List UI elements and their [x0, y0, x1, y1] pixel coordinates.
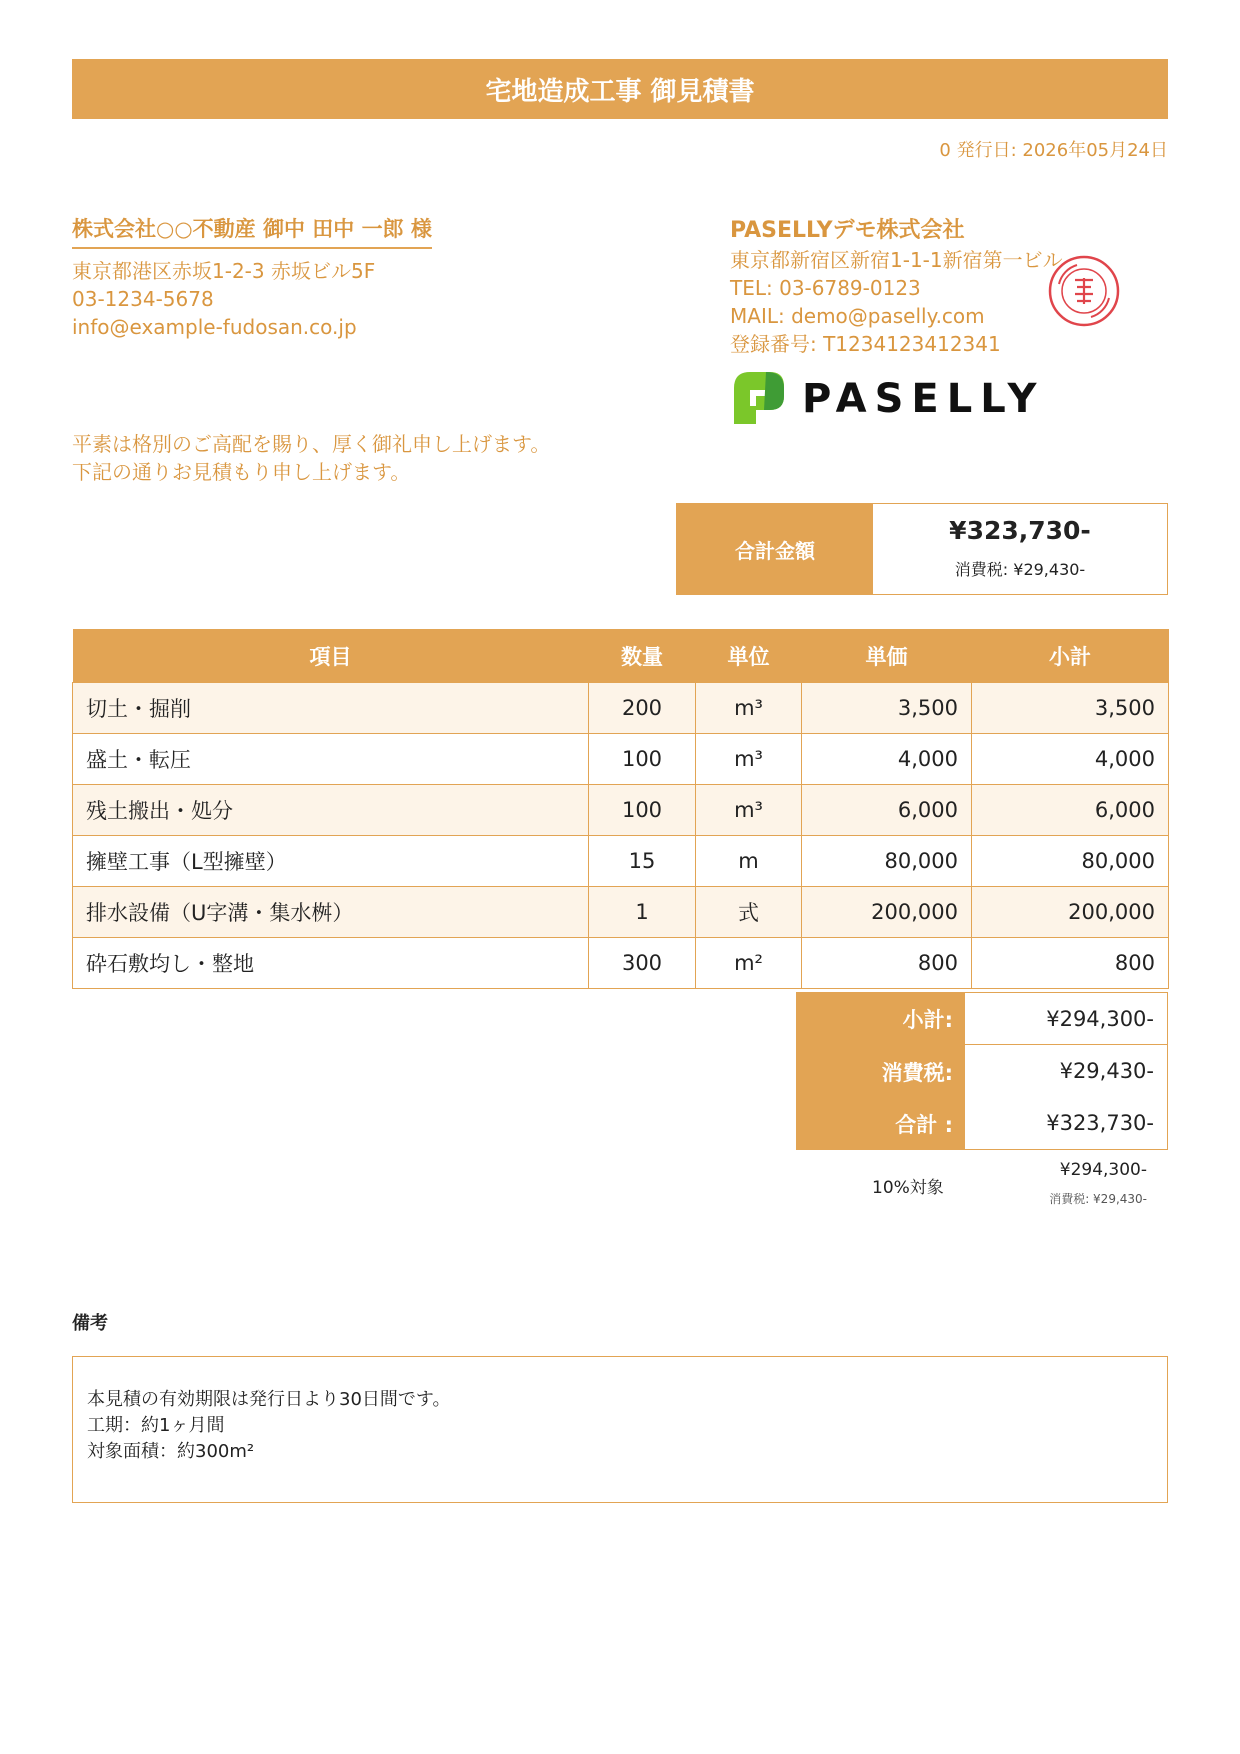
table-row — [73, 734, 1169, 785]
row-item: 残土搬出・処分 — [73, 785, 589, 836]
header-subtotal: 小計 — [972, 629, 1169, 683]
row-subtotal: 4,000 — [972, 734, 1169, 785]
row-unit: m³ — [696, 734, 802, 785]
greeting-line-2: 下記の通りお見積もり申し上げます。 — [72, 460, 411, 484]
issue-date: 0 発行日: 2026年05月24日 — [939, 140, 1168, 161]
header-qty: 数量 — [589, 629, 696, 683]
customer-phone: 03-1234-5678 — [72, 287, 214, 311]
header-unit: 単位 — [696, 629, 802, 683]
tax-rate-label: 10%対象 — [872, 1178, 944, 1198]
customer-info — [72, 257, 375, 341]
row-item: 盛土・転圧 — [73, 734, 589, 785]
table-row — [73, 683, 1169, 734]
company-address: 東京都新宿区新宿1-1-1新宿第一ビル — [730, 248, 1063, 272]
company-registration: 登録番号: T1234123412341 — [730, 332, 1001, 356]
table-header-row — [73, 629, 1169, 683]
summary-tax-value: ¥29,430- — [965, 1045, 1168, 1098]
remarks-label: 備考 — [72, 1313, 108, 1334]
line-items-table — [72, 629, 1169, 989]
document-title: 宅地造成工事 御見積書 — [72, 59, 1168, 119]
company-seal-stamp — [1047, 254, 1121, 328]
row-price: 80,000 — [802, 836, 972, 887]
grand-total-amount: ¥323,730- — [949, 516, 1091, 545]
row-item: 排水設備（U字溝・集水桝） — [73, 887, 589, 938]
remarks-line: 本見積の有効期限は発行日より30日間です。 — [87, 1389, 451, 1410]
remarks-line: 対象面積：約300m² — [87, 1441, 255, 1462]
row-price: 4,000 — [802, 734, 972, 785]
company-info — [730, 246, 1063, 358]
summary-total-value: ¥323,730- — [965, 1097, 1168, 1150]
grand-total-label: 合計金額 — [677, 504, 873, 594]
table-row — [73, 938, 1169, 989]
header-item: 項目 — [73, 629, 589, 683]
remarks-line: 工期：約1ヶ月間 — [87, 1415, 225, 1436]
table-row — [73, 785, 1169, 836]
row-qty: 300 — [589, 938, 696, 989]
row-qty: 1 — [589, 887, 696, 938]
row-item: 切土・掘削 — [73, 683, 589, 734]
row-item: 砕石敷均し・整地 — [73, 938, 589, 989]
row-qty: 100 — [589, 785, 696, 836]
row-subtotal: 200,000 — [972, 887, 1169, 938]
row-price: 3,500 — [802, 683, 972, 734]
greeting — [72, 430, 550, 486]
row-unit: 式 — [696, 887, 802, 938]
row-price: 200,000 — [802, 887, 972, 938]
row-price: 800 — [802, 938, 972, 989]
summary-total — [796, 1097, 1168, 1150]
greeting-line-1: 平素は格別のご高配を賜り、厚く御礼申し上げます。 — [72, 432, 551, 456]
logo-wordmark: PASELLY — [802, 376, 1045, 422]
remarks-box — [72, 1356, 1168, 1503]
row-unit: m² — [696, 938, 802, 989]
summary-subtotal — [796, 992, 1168, 1045]
row-qty: 100 — [589, 734, 696, 785]
summary-subtotal-label: 小計: — [796, 992, 965, 1045]
grand-total-box — [676, 503, 1168, 595]
row-price: 6,000 — [802, 785, 972, 836]
tax-rate-tax: 消費税: ¥29,430- — [1049, 1192, 1147, 1206]
grand-total-tax: 消費税: ¥29,430- — [954, 560, 1086, 579]
paselly-logo — [730, 366, 1060, 428]
row-subtotal: 3,500 — [972, 683, 1169, 734]
summary-tax-label: 消費税: — [796, 1045, 965, 1098]
row-unit: m³ — [696, 785, 802, 836]
company-mail: MAIL: demo@paselly.com — [730, 304, 985, 328]
row-qty: 200 — [589, 683, 696, 734]
company-tel: TEL: 03-6789-0123 — [730, 276, 921, 300]
table-row — [73, 887, 1169, 938]
customer-email: info@example-fudosan.co.jp — [72, 315, 357, 339]
row-unit: m — [696, 836, 802, 887]
row-subtotal: 800 — [972, 938, 1169, 989]
row-subtotal: 80,000 — [972, 836, 1169, 887]
summary-subtotal-value: ¥294,300- — [965, 992, 1168, 1045]
row-subtotal: 6,000 — [972, 785, 1169, 836]
summary-total-label: 合計 : — [796, 1097, 965, 1150]
row-item: 擁壁工事（L型擁壁） — [73, 836, 589, 887]
customer-address: 東京都港区赤坂1-2-3 赤坂ビル5F — [72, 259, 376, 283]
customer-name: 株式会社○○不動産 御中 田中 一郎 様 — [72, 213, 432, 249]
header-price: 単価 — [802, 629, 972, 683]
row-unit: m³ — [696, 683, 802, 734]
tax-rate-amount: ¥294,300- — [1059, 1160, 1147, 1180]
summary-tax — [796, 1045, 1168, 1098]
company-name: PASELLYデモ株式会社 — [730, 218, 965, 243]
grand-total-value — [873, 504, 1167, 594]
row-qty: 15 — [589, 836, 696, 887]
table-row — [73, 836, 1169, 887]
